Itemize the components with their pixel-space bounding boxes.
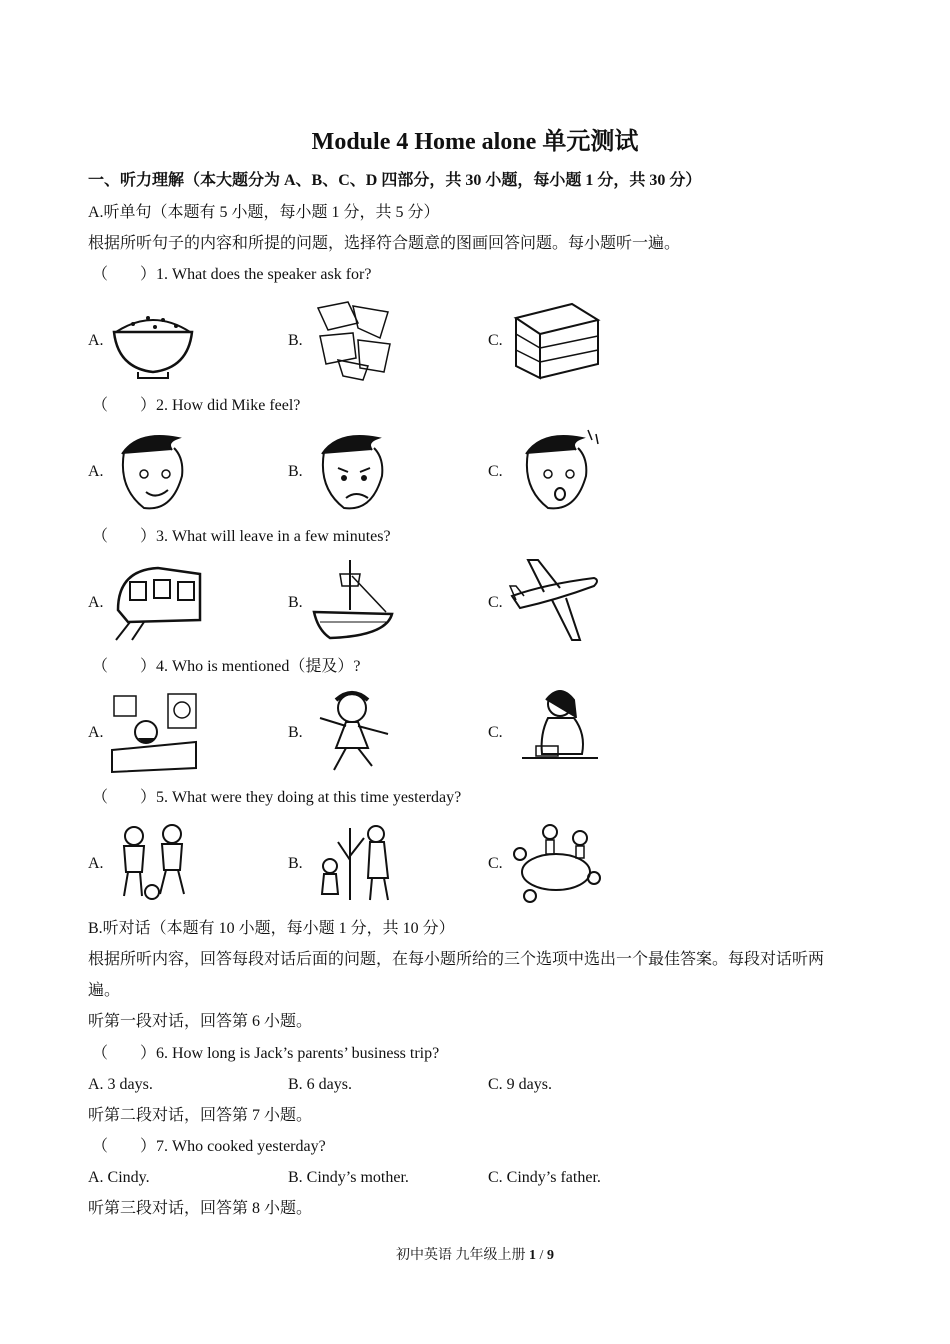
q1-option-b: B. — [288, 332, 303, 349]
people-at-table-icon — [510, 820, 602, 904]
girl-dancing-icon — [312, 688, 394, 774]
question-5: （ ）5. What were they doing at this time yesterday? — [92, 789, 462, 806]
part-b-instruction-line2: 遍。 — [88, 982, 121, 999]
page-title: Module 4 Home alone 单元测试 — [311, 129, 639, 155]
question-6: （ ）6. How long is Jack’s parents’ business trip? — [92, 1045, 440, 1062]
q2-option-b: B. — [288, 463, 303, 480]
sad-face-icon — [308, 428, 392, 514]
q3-option-c: C. — [488, 594, 503, 611]
question-4: （ ）4. Who is mentioned（提及）? — [92, 658, 361, 675]
footer-subject: 初中英语 九年级上册 — [396, 1248, 526, 1263]
surprised-face-icon — [512, 424, 604, 516]
part-a-instruction: 根据所听句子的内容和所提的问题，选择符合题意的图画回答问题。每小题听一遍。 — [88, 235, 681, 252]
boys-playing-football-icon — [108, 822, 200, 902]
paper-scraps-icon — [308, 298, 398, 382]
grandpa-in-bed-icon — [108, 690, 200, 774]
q6-option-c: C. 9 days. — [488, 1076, 552, 1093]
part-b-instruction-line1: 根据所听内容，回答每段对话后面的问题，在每小题所给的三个选项中选出一个最佳答案。每段对话听两 — [88, 951, 825, 968]
q4-option-c: C. — [488, 724, 503, 741]
q2-option-a: A. — [88, 463, 104, 480]
family-planting-tree-icon — [310, 820, 400, 904]
q2-option-c: C. — [488, 463, 503, 480]
question-3: （ ）3. What will leave in a few minutes? — [92, 528, 391, 545]
footer-page-number: 1 — [529, 1248, 537, 1263]
q3-option-a: A. — [88, 594, 104, 611]
dialog-1-prompt: 听第一段对话，回答第 6 小题。 — [88, 1013, 313, 1030]
q1-option-a: A. — [88, 332, 104, 349]
cake-icon — [510, 300, 602, 380]
q5-option-a: A. — [88, 855, 104, 872]
section-heading: 一、听力理解（本大题分为 A、B、C、D 四部分，共 30 小题，每小题 1 分，共 30 分） — [88, 172, 702, 189]
question-7: （ ）7. Who cooked yesterday? — [92, 1138, 326, 1155]
happy-face-icon — [108, 428, 192, 514]
rice-bowl-icon — [108, 300, 198, 380]
dialog-2-prompt: 听第二段对话，回答第 7 小题。 — [88, 1107, 313, 1124]
footer-separator: / — [536, 1248, 547, 1263]
woman-writing-icon — [512, 684, 602, 774]
q6-option-a: A. 3 days. — [88, 1076, 153, 1093]
q1-option-c: C. — [488, 332, 503, 349]
q4-option-b: B. — [288, 724, 303, 741]
q5-option-b: B. — [288, 855, 303, 872]
q7-option-c: C. Cindy’s father. — [488, 1169, 601, 1186]
page-footer — [0, 1246, 950, 1266]
part-a-heading: A.听单句（本题有 5 小题，每小题 1 分，共 5 分） — [88, 204, 440, 221]
ship-icon — [310, 556, 396, 644]
question-2: （ ）2. How did Mike feel? — [92, 397, 301, 414]
q5-option-c: C. — [488, 855, 503, 872]
q6-option-b: B. 6 days. — [288, 1076, 352, 1093]
train-icon — [108, 560, 204, 642]
q7-option-a: A. Cindy. — [88, 1169, 150, 1186]
question-1: （ ）1. What does the speaker ask for? — [92, 266, 372, 283]
q7-option-b: B. Cindy’s mother. — [288, 1169, 409, 1186]
part-b-heading: B.听对话（本题有 10 小题，每小题 1 分，共 10 分） — [88, 920, 455, 937]
q4-option-a: A. — [88, 724, 104, 741]
dialog-3-prompt: 听第三段对话，回答第 8 小题。 — [88, 1200, 313, 1217]
footer-page-total: 9 — [546, 1248, 554, 1263]
airplane-icon — [506, 556, 602, 644]
q3-option-b: B. — [288, 594, 303, 611]
